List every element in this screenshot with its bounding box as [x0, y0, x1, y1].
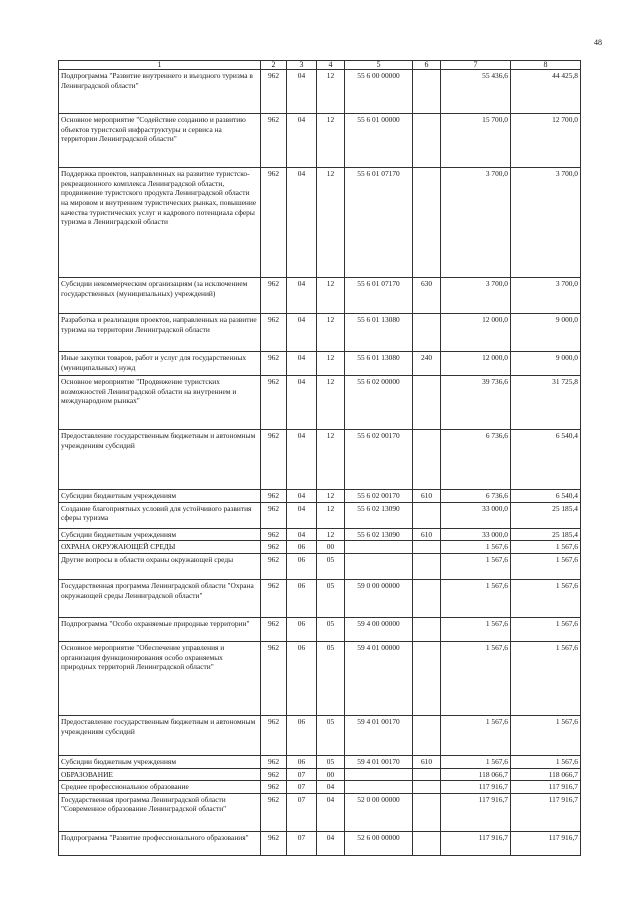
header-col-6: 6 — [413, 61, 441, 70]
cell-amount-1: 1 567,6 — [441, 715, 511, 755]
cell-amount-2: 1 567,6 — [511, 755, 581, 768]
table-row — [59, 768, 581, 781]
cell-target-article: 55 6 01 00000 — [345, 114, 413, 168]
cell-amount-2: 1 567,6 — [511, 617, 581, 641]
cell-subsection: 05 — [317, 553, 345, 579]
cell-target-article: 59 0 00 00000 — [345, 579, 413, 617]
cell-amount-2: 1 567,6 — [511, 641, 581, 715]
cell-section: 06 — [287, 715, 317, 755]
header-col-1: 1 — [59, 61, 261, 70]
cell-amount-1: 39 736,6 — [441, 376, 511, 430]
cell-amount-1: 1 567,6 — [441, 641, 511, 715]
cell-chapter: 962 — [261, 715, 287, 755]
table-row — [59, 314, 581, 352]
cell-amount-1: 12 000,0 — [441, 314, 511, 352]
cell-amount-2: 1 567,6 — [511, 715, 581, 755]
cell-name: Поддержка проектов, направленных на развитие туристско-рекреационного комплекса Ленинградской области, продвижение туристского продукта Ленинградской области на мировом и внутреннем туристических рынках, повышение качества туристических услуг и кадрового потенциала сферы туризма в Ленинградской области — [59, 168, 261, 278]
cell-amount-1: 1 567,6 — [441, 617, 511, 641]
cell-amount-1: 33 000,0 — [441, 528, 511, 541]
table-header-row — [59, 61, 581, 70]
cell-chapter: 962 — [261, 278, 287, 314]
cell-name: Создание благоприятных условий для устойчивого развития сферы туризма — [59, 502, 261, 528]
cell-target-article — [345, 541, 413, 554]
cell-section: 04 — [287, 376, 317, 430]
table-row — [59, 831, 581, 855]
cell-chapter: 962 — [261, 430, 287, 490]
cell-section: 04 — [287, 528, 317, 541]
cell-subsection: 04 — [317, 793, 345, 831]
cell-chapter: 962 — [261, 352, 287, 376]
cell-section: 04 — [287, 490, 317, 503]
cell-amount-2: 1 567,6 — [511, 553, 581, 579]
cell-target-article: 59 4 01 00000 — [345, 641, 413, 715]
cell-amount-1: 15 700,0 — [441, 114, 511, 168]
cell-expense-type — [413, 541, 441, 554]
cell-amount-1: 3 700,0 — [441, 168, 511, 278]
cell-amount-2: 9 000,0 — [511, 314, 581, 352]
cell-amount-1: 1 567,6 — [441, 579, 511, 617]
cell-section: 06 — [287, 579, 317, 617]
cell-subsection: 05 — [317, 617, 345, 641]
cell-expense-type — [413, 114, 441, 168]
table-row — [59, 352, 581, 376]
cell-amount-1: 117 916,7 — [441, 831, 511, 855]
cell-target-article: 59 4 00 00000 — [345, 617, 413, 641]
cell-section: 04 — [287, 352, 317, 376]
cell-amount-2: 9 000,0 — [511, 352, 581, 376]
cell-target-article — [345, 781, 413, 794]
cell-section: 06 — [287, 541, 317, 554]
cell-amount-2: 25 185,4 — [511, 502, 581, 528]
cell-name: Государственная программа Ленинградской области "Современное образование Ленинградской области" — [59, 793, 261, 831]
cell-target-article: 55 6 01 07170 — [345, 278, 413, 314]
cell-amount-1: 12 000,0 — [441, 352, 511, 376]
cell-section: 06 — [287, 553, 317, 579]
cell-section: 06 — [287, 641, 317, 715]
cell-target-article — [345, 768, 413, 781]
cell-amount-1: 3 700,0 — [441, 278, 511, 314]
cell-subsection: 00 — [317, 541, 345, 554]
cell-expense-type — [413, 502, 441, 528]
cell-section: 04 — [287, 314, 317, 352]
cell-subsection: 05 — [317, 715, 345, 755]
cell-name: Подпрограмма "Особо охраняемые природные территории" — [59, 617, 261, 641]
cell-section: 07 — [287, 793, 317, 831]
cell-chapter: 962 — [261, 768, 287, 781]
cell-chapter: 962 — [261, 528, 287, 541]
cell-chapter: 962 — [261, 314, 287, 352]
cell-amount-1: 6 736,6 — [441, 490, 511, 503]
budget-table — [58, 60, 581, 856]
cell-subsection: 00 — [317, 768, 345, 781]
cell-name: Подпрограмма "Развитие профессионального образования" — [59, 831, 261, 855]
cell-chapter: 962 — [261, 641, 287, 715]
cell-section: 06 — [287, 617, 317, 641]
cell-amount-2: 1 567,6 — [511, 579, 581, 617]
cell-amount-2: 44 425,8 — [511, 70, 581, 114]
table-row — [59, 715, 581, 755]
cell-chapter: 962 — [261, 781, 287, 794]
cell-chapter: 962 — [261, 617, 287, 641]
cell-target-article: 52 6 00 00000 — [345, 831, 413, 855]
cell-amount-2: 1 567,6 — [511, 541, 581, 554]
cell-expense-type — [413, 168, 441, 278]
cell-chapter: 962 — [261, 553, 287, 579]
cell-expense-type — [413, 314, 441, 352]
cell-target-article: 55 6 02 00000 — [345, 376, 413, 430]
cell-expense-type — [413, 70, 441, 114]
cell-section: 07 — [287, 831, 317, 855]
header-col-4: 4 — [317, 61, 345, 70]
cell-amount-1: 117 916,7 — [441, 781, 511, 794]
cell-amount-2: 3 700,0 — [511, 278, 581, 314]
cell-amount-2: 6 540,4 — [511, 430, 581, 490]
cell-target-article: 55 6 00 00000 — [345, 70, 413, 114]
cell-expense-type: 630 — [413, 278, 441, 314]
cell-expense-type — [413, 430, 441, 490]
cell-name: Основное мероприятие "Содействие созданию и развитию объектов туристской инфраструктуры и сервиса на территории Ленинградской области" — [59, 114, 261, 168]
cell-amount-1: 33 000,0 — [441, 502, 511, 528]
cell-amount-2: 117 916,7 — [511, 831, 581, 855]
cell-name: Подпрограмма "Развитие внутреннего и въездного туризма в Ленинградской области" — [59, 70, 261, 114]
cell-target-article: 55 6 01 07170 — [345, 168, 413, 278]
header-col-3: 3 — [287, 61, 317, 70]
cell-subsection: 12 — [317, 528, 345, 541]
table-row — [59, 781, 581, 794]
table-body — [59, 70, 581, 856]
table-row — [59, 430, 581, 490]
cell-expense-type: 240 — [413, 352, 441, 376]
cell-target-article: 52 0 00 00000 — [345, 793, 413, 831]
cell-section: 04 — [287, 114, 317, 168]
cell-amount-2: 6 540,4 — [511, 490, 581, 503]
cell-name: Основное мероприятие "Обеспечение управления и организация функционирования особо охраняемых природных территорий Ленинградской области" — [59, 641, 261, 715]
cell-subsection: 05 — [317, 755, 345, 768]
cell-name: Субсидии некоммерческим организациям (за исключением государственных (муниципальных) учреждений) — [59, 278, 261, 314]
cell-name: Субсидии бюджетным учреждениям — [59, 528, 261, 541]
cell-chapter: 962 — [261, 490, 287, 503]
table-row — [59, 579, 581, 617]
cell-subsection: 12 — [317, 376, 345, 430]
cell-name: ОХРАНА ОКРУЖАЮЩЕЙ СРЕДЫ — [59, 541, 261, 554]
table-row — [59, 278, 581, 314]
cell-amount-2: 31 725,8 — [511, 376, 581, 430]
cell-name: Предоставление государственным бюджетным и автономным учреждениям субсидий — [59, 430, 261, 490]
cell-amount-2: 117 916,7 — [511, 793, 581, 831]
cell-chapter: 962 — [261, 541, 287, 554]
cell-name: Субсидии бюджетным учреждениям — [59, 755, 261, 768]
cell-section: 07 — [287, 781, 317, 794]
cell-name: Субсидии бюджетным учреждениям — [59, 490, 261, 503]
cell-amount-2: 3 700,0 — [511, 168, 581, 278]
header-col-5: 5 — [345, 61, 413, 70]
cell-subsection: 12 — [317, 352, 345, 376]
cell-name: Разработка и реализация проектов, направленных на развитие туризма на территории Ленинградской области — [59, 314, 261, 352]
cell-subsection: 05 — [317, 641, 345, 715]
table-row — [59, 70, 581, 114]
table-row — [59, 528, 581, 541]
cell-amount-2: 12 700,0 — [511, 114, 581, 168]
cell-target-article: 55 6 01 13080 — [345, 352, 413, 376]
cell-expense-type — [413, 715, 441, 755]
cell-name: Другие вопросы в области охраны окружающей среды — [59, 553, 261, 579]
cell-chapter: 962 — [261, 168, 287, 278]
cell-name: Основное мероприятие "Продвижение туристских возможностей Ленинградской области на внутреннем и международном рынках" — [59, 376, 261, 430]
cell-subsection: 12 — [317, 168, 345, 278]
cell-expense-type — [413, 831, 441, 855]
cell-amount-1: 6 736,6 — [441, 430, 511, 490]
cell-expense-type — [413, 579, 441, 617]
cell-amount-1: 1 567,6 — [441, 541, 511, 554]
cell-section: 07 — [287, 768, 317, 781]
cell-amount-2: 25 185,4 — [511, 528, 581, 541]
cell-expense-type: 610 — [413, 490, 441, 503]
table-row — [59, 541, 581, 554]
cell-expense-type — [413, 781, 441, 794]
cell-name: Предоставление государственным бюджетным и автономным учреждениям субсидий — [59, 715, 261, 755]
header-col-8: 8 — [511, 61, 581, 70]
table-row — [59, 376, 581, 430]
cell-expense-type — [413, 641, 441, 715]
cell-name: Иные закупки товаров, работ и услуг для государственных (муниципальных) нужд — [59, 352, 261, 376]
header-col-7: 7 — [441, 61, 511, 70]
cell-amount-1: 55 436,6 — [441, 70, 511, 114]
cell-expense-type — [413, 376, 441, 430]
cell-target-article: 55 6 02 00170 — [345, 430, 413, 490]
cell-chapter: 962 — [261, 793, 287, 831]
cell-amount-1: 118 066,7 — [441, 768, 511, 781]
cell-subsection: 05 — [317, 579, 345, 617]
cell-expense-type — [413, 768, 441, 781]
table-row — [59, 502, 581, 528]
cell-subsection: 12 — [317, 430, 345, 490]
table-row — [59, 114, 581, 168]
cell-subsection: 12 — [317, 490, 345, 503]
table-row — [59, 793, 581, 831]
cell-chapter: 962 — [261, 831, 287, 855]
cell-amount-2: 117 916,7 — [511, 781, 581, 794]
table-row — [59, 490, 581, 503]
cell-target-article: 55 6 02 13090 — [345, 502, 413, 528]
cell-amount-1: 1 567,6 — [441, 755, 511, 768]
cell-subsection: 12 — [317, 114, 345, 168]
cell-section: 04 — [287, 502, 317, 528]
cell-chapter: 962 — [261, 755, 287, 768]
table-row — [59, 641, 581, 715]
cell-target-article: 59 4 01 00170 — [345, 755, 413, 768]
cell-target-article: 55 6 02 00170 — [345, 490, 413, 503]
cell-name: Государственная программа Ленинградской области "Охрана окружающей среды Ленинградской области" — [59, 579, 261, 617]
cell-section: 04 — [287, 168, 317, 278]
cell-subsection: 12 — [317, 278, 345, 314]
cell-name: Среднее профессиональное образование — [59, 781, 261, 794]
table-row — [59, 617, 581, 641]
cell-subsection: 12 — [317, 70, 345, 114]
cell-name: ОБРАЗОВАНИЕ — [59, 768, 261, 781]
cell-chapter: 962 — [261, 502, 287, 528]
cell-chapter: 962 — [261, 376, 287, 430]
cell-expense-type: 610 — [413, 528, 441, 541]
cell-amount-1: 117 916,7 — [441, 793, 511, 831]
cell-chapter: 962 — [261, 70, 287, 114]
table-row — [59, 168, 581, 278]
page-number: 48 — [594, 38, 602, 47]
cell-amount-1: 1 567,6 — [441, 553, 511, 579]
cell-expense-type — [413, 553, 441, 579]
cell-expense-type — [413, 617, 441, 641]
cell-amount-2: 118 066,7 — [511, 768, 581, 781]
cell-section: 06 — [287, 755, 317, 768]
table-row — [59, 553, 581, 579]
cell-section: 04 — [287, 70, 317, 114]
cell-chapter: 962 — [261, 579, 287, 617]
cell-target-article: 59 4 01 00170 — [345, 715, 413, 755]
cell-subsection: 12 — [317, 502, 345, 528]
cell-target-article: 55 6 01 13080 — [345, 314, 413, 352]
cell-section: 04 — [287, 430, 317, 490]
cell-subsection: 04 — [317, 781, 345, 794]
cell-expense-type — [413, 793, 441, 831]
cell-subsection: 04 — [317, 831, 345, 855]
table-row — [59, 755, 581, 768]
cell-target-article — [345, 553, 413, 579]
cell-target-article: 55 6 02 13090 — [345, 528, 413, 541]
cell-section: 04 — [287, 278, 317, 314]
cell-subsection: 12 — [317, 314, 345, 352]
cell-chapter: 962 — [261, 114, 287, 168]
cell-expense-type: 610 — [413, 755, 441, 768]
header-col-2: 2 — [261, 61, 287, 70]
